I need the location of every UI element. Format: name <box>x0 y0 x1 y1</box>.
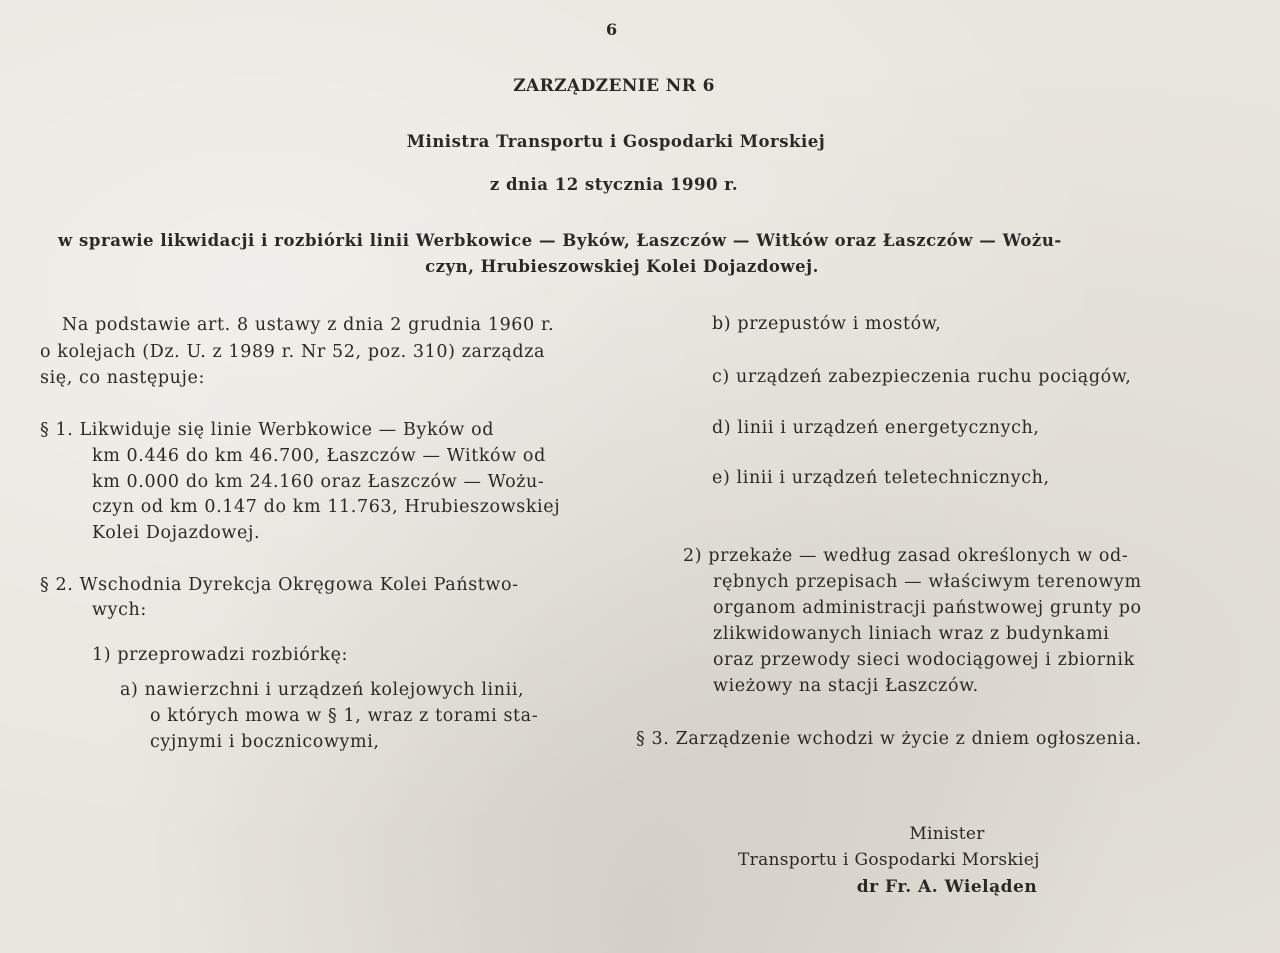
item-2-line: wieżowy na stacji Łaszczów. <box>713 676 979 696</box>
item-2-line: rębnych przepisach — właściwym terenowym <box>713 572 1142 592</box>
issuer-line: Ministra Transportu i Gospodarki Morskiej <box>406 132 826 151</box>
signature-ministry: Transportu i Gospodarki Morskiej <box>738 850 1040 870</box>
item-2-line: oraz przewody sieci wodociągowej i zbiornik <box>713 650 1135 670</box>
item-2-line: 2) przekaże — według zasad określonych w od- <box>683 546 1129 566</box>
paragraph-2-line: wych: <box>92 600 147 620</box>
item-1a-line: cyjnymi i bocznicowymi, <box>150 732 380 752</box>
item-e: e) linii i urządzeń teletechnicznych, <box>712 468 1050 488</box>
item-b: b) przepustów i mostów, <box>712 314 942 334</box>
paragraph-1-line: § 1. Likwiduje się linie Werbkowice — Byków od <box>40 420 495 440</box>
item-1a-line: a) nawierzchni i urządzeń kolejowych linii, <box>120 680 525 700</box>
page-number: 6 <box>606 20 618 39</box>
paragraph-1-line: czyn od km 0.147 do km 11.763, Hrubieszowskiej <box>92 497 561 517</box>
signature-role: Minister <box>909 824 985 844</box>
item-2-line: zlikwidowanych liniach wraz z budynkami <box>713 624 1110 644</box>
paragraph-1-line: km 0.000 do km 24.160 oraz Łaszczów — Wożu- <box>92 472 545 492</box>
item-1-line: 1) przeprowadzi rozbiórkę: <box>92 645 349 665</box>
paragraph-1-line: km 0.446 do km 46.700, Łaszczów — Witków od <box>92 446 546 466</box>
subject-line-2: czyn, Hrubieszowskiej Kolei Dojazdowej. <box>425 257 819 276</box>
paragraph-1-line: Kolei Dojazdowej. <box>92 523 261 543</box>
item-d: d) linii i urządzeń energetycznych, <box>712 418 1040 438</box>
paragraph-3: § 3. Zarządzenie wchodzi w życie z dniem ogłoszenia. <box>636 729 1142 749</box>
intro-line: o kolejach (Dz. U. z 1989 r. Nr 52, poz. 310) zarządza <box>40 342 546 362</box>
item-1a-line: o których mowa w § 1, wraz z torami sta- <box>150 706 539 726</box>
item-2-line: organom administracji państwowej grunty po <box>713 598 1142 618</box>
date-line: z dnia 12 stycznia 1990 r. <box>489 175 739 194</box>
item-c: c) urządzeń zabezpieczenia ruchu pociągów, <box>712 367 1132 387</box>
document-title: ZARZĄDZENIE NR 6 <box>513 76 715 96</box>
paragraph-2-line: § 2. Wschodnia Dyrekcja Okręgowa Kolei Państwo- <box>40 575 519 595</box>
intro-line: się, co następuje: <box>40 368 205 388</box>
intro-line: Na podstawie art. 8 ustawy z dnia 2 grudnia 1960 r. <box>62 315 555 335</box>
subject-line-1: w sprawie likwidacji i rozbiórki linii Werbkowice — Byków, Łaszczów — Witków oraz Łaszczów — Wożu- <box>58 231 1062 250</box>
signature-name: dr Fr. A. Wieląden <box>856 877 1038 897</box>
